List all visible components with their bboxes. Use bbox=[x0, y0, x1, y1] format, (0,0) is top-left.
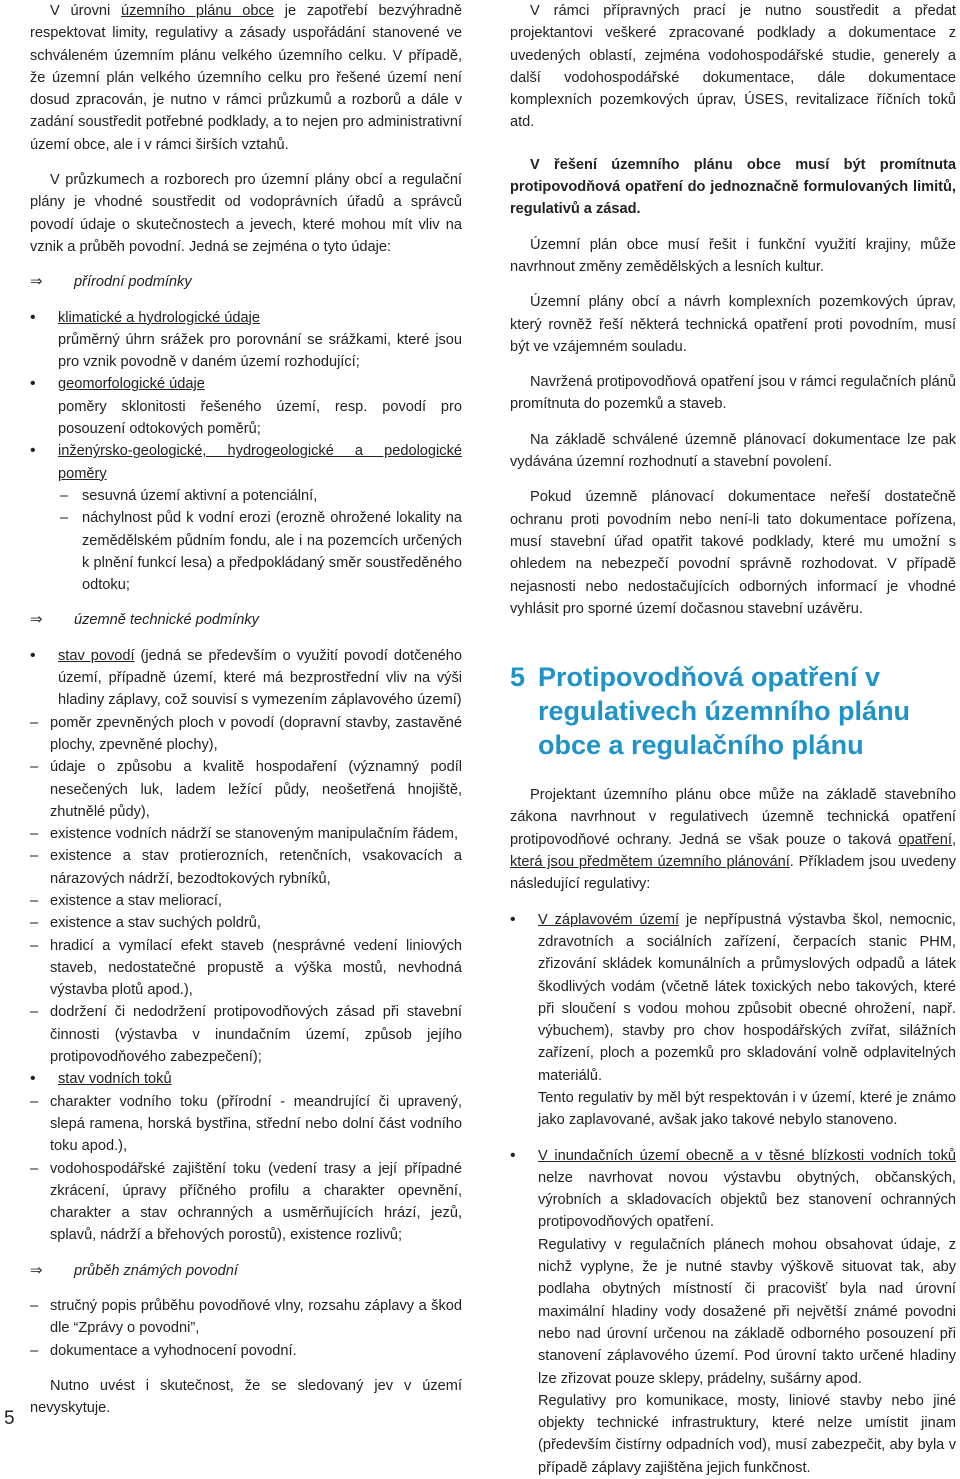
dash-icon: – bbox=[30, 848, 39, 865]
list-item: – údaje o způsobu a kvalitě hospodaření (významný podíl nesečených luk, ladem ležící půdy, neošetřená hnojiště, zhutnělé půdy), bbox=[30, 756, 462, 823]
list-item: – náchylnost půd k vodní erozi (erozně ohrožené lokality na zemědělském půdním fondu, ale i na pozemcích určených k plnění funkcí lesa) a předpokládaný směr soustředěného odtoku; bbox=[30, 507, 462, 596]
dash-icon: – bbox=[30, 915, 39, 932]
list-item: • geomorfologické údaje poměry sklonitosti řešeného území, resp. povodí pro posouzení odtokových poměrů; bbox=[30, 375, 462, 438]
dash-icon: – bbox=[30, 759, 39, 776]
dash-icon: – bbox=[30, 826, 39, 843]
uzemni-plan-obce-term: územního plánu obce bbox=[121, 3, 274, 19]
bullet-icon: • bbox=[30, 375, 36, 393]
page-number: 5 bbox=[4, 1408, 15, 1429]
paragraph: Navržená protipovodňová opatření jsou v rámci regulačních plánů promítnuta do pozemků a staveb. bbox=[510, 374, 956, 413]
list-item: • V inundačních území obecně a v těsné blízkosti vodních toků nelze navrhovat novou výstavbu obytných, občanských, výrobních a skladovacích objektů bez stanovení ochranných protipovodňových opatření. Regulativy v regulačních plánech mohou obsahovat údaje, z nichž vyplyne, že je nutné stavby výškově situovat tak, aby podlaha obytných místností či pracovišť byla nad úrovní maximální hladiny vody dosažené při největší známé povodni nebo nad úrovní určenou na základě odborného posouzení při stanovení záplavového území. Pod úrovní takto určené hladiny lze zřizovat pouze sklepy, prádelny, sušárny apod. Regulativy pro komunikace, mosty, liniové stavby nebo jiné objekty technické infrastruktury, které nelze umístit jinam (především čistírny odpadních vod), musí zabezpečit, aby byla v případě záplavy zajištěna jejich funkčnost. bbox=[510, 1146, 956, 1476]
dash-icon: – bbox=[30, 714, 39, 731]
list-item: • inženýrsko-geologické, hydrogeologické a pedologické poměry bbox=[30, 442, 462, 482]
list-item: – dodržení či nedodržení protipovodňových zásad při stavební činnosti (výstavba v inundačním území, způsob jejího protipovodňového zabezpečení); bbox=[30, 1001, 462, 1068]
list-item: • stav povodí (jedná se především o využití povodí dotčeného území, případně území, které má bezprostřední vliv na výši hladiny záplavy, což souvisí s vymezením záplavového území) bbox=[30, 646, 462, 709]
right-column bbox=[510, 0, 956, 1479]
dash-icon: – bbox=[30, 937, 39, 954]
arrow-icon: ⇒ bbox=[30, 1261, 43, 1279]
list-item: – charakter vodního toku (přírodní - meandrující či upravený, slepá ramena, horská bystřina, střední nebo dolní část vodního toku apod.), bbox=[30, 1091, 462, 1158]
section-heading bbox=[510, 660, 956, 762]
bullet-icon: • bbox=[30, 442, 36, 460]
paragraph: Na základě schválené územně plánovací dokumentace lze pak vydávána územní rozhodnutí a stavební povolení. bbox=[510, 431, 956, 471]
list-item: – hradicí a vymílací efekt staveb (nesprávné vedení liniových staveb, nedostatečné propustě a výška mostů, nevhodná výstavba plotů apod.), bbox=[30, 935, 462, 1002]
bullet-icon: • bbox=[510, 1146, 516, 1164]
dash-icon: – bbox=[30, 1298, 39, 1315]
surveys-paragraph: V průzkumech a rozborech pro územní plány obcí a regulační plány je vhodné soustředit od vodoprávních úřadů a správců povodí údaje o skutečnostech a jevech, které mohou mít vliv na vznik a průběh povodní. Jedná se zejména o tyto údaje: bbox=[30, 172, 462, 255]
section-technical-conditions: ⇒ územně technické podmínky bbox=[30, 609, 462, 631]
section-number: 5 bbox=[510, 662, 526, 693]
paragraph: Pokud územně plánovací dokumentace neřeší dostatečně ochranu proti povodním nebo není-li tato dokumentace pořízena, musí stavební úřad opatřit takové podklady, které mu umožní s ohledem na nebezpečí povodní správně rozhodovat. V případě nejasnosti nebo nedostačujících odborných informací je vhodné vyhlásit pro sporné území dočasnou stavební uzávěru. bbox=[510, 489, 956, 617]
list-item: – dokumentace a vyhodnocení povodní. bbox=[30, 1340, 462, 1362]
bullet-icon: • bbox=[510, 910, 516, 928]
key-statement: V řešení územního plánu obce musí být promítnuta protipovodňová opatření do jednoznačně formulovaných limitů, regulativů a zásad. bbox=[510, 156, 956, 218]
preparatory-paragraph: V rámci přípravných prací je nutno soustředit a předat projektantovi veškeré zpracované podklady a dokumentace z uvedených oblastí, zejména vodohospodářské studie, generely a další vodohospodářské dokumentace, dále dokumentace komplexních pozemkových úprav, ÚSES, revitalizace říčních toků atd. bbox=[510, 3, 956, 131]
dash-icon: – bbox=[30, 1342, 39, 1359]
closing-paragraph: Nutno uvést i skutečnost, že se sledovaný jev v území nevyskytuje. bbox=[30, 1377, 462, 1417]
dash-icon: – bbox=[30, 1160, 39, 1177]
dash-icon: – bbox=[60, 487, 69, 504]
list-item: – poměr zpevněných ploch v povodí (dopravní stavby, zastavěné plochy, zpevněné plochy), bbox=[30, 712, 462, 757]
section-title: Protipovodňová opatření v regulativech územního plánu obce a regulačního plánu bbox=[538, 662, 911, 761]
list-item: – sesuvná území aktivní a potenciální, bbox=[30, 485, 462, 507]
list-item: – stručný popis průběhu povodňové vlny, rozsahu záplavy a škod dle “Zprávy o povodni”, bbox=[30, 1295, 462, 1340]
list-item: – vodohospodářské zajištění toku (vedení trasy a její případné zkrácení, úpravy příčného profilu a charakter opevnění, charakter a stav ochranných a usměrňujících hrází, jezů, splavů, nádrží a břehových porostů), existence rozlivů; bbox=[30, 1158, 462, 1247]
list-item: • klimatické a hydrologické údaje průměrný úhrn srážek pro porovnání se srážkami, které jsou pro vznik povodně v daném území rozhodující; bbox=[30, 308, 462, 371]
dash-icon: – bbox=[30, 1093, 39, 1110]
bullet-icon: • bbox=[30, 308, 36, 326]
list-item: – existence vodních nádrží se stanoveným manipulačním řádem, bbox=[30, 823, 462, 845]
arrow-icon: ⇒ bbox=[30, 273, 43, 291]
list-item: • V záplavovém území je nepřípustná výstavba škol, nemocnic, zdravotních a sociálních zařízení, čerpacích stanic PHM, zřizování skládek komunálních a průmyslových odpadů a látek škodlivých vodám (včetně látek toxických nebo takových, které při sloučení s vodou mohou způsobit obecné ohrožení, např. výbuchem), stavby pro chov hospodářských zvířat, silážních zařízení, ploch a pozemků pro skladování volně odplavitelných materiálů. Tento regulativ by měl být respektován i v území, které je známo jako zaplavované, avšak jako takové nebylo stanoveno. bbox=[510, 910, 956, 1129]
paragraph: Územní plán obce musí řešit i funkční využití krajiny, může navrhnout změny zemědělských a lesních kultur. bbox=[510, 236, 956, 275]
section-natural-conditions: ⇒ přírodní podmínky bbox=[30, 271, 462, 293]
intro-paragraph: V úrovni územního plánu obce je zapotřebí bezvýhradně respektovat limity, regulativy a zásady uspořádání stanovené ve schváleném územním plánu velkého územního celku. V případě, že územní plán velkého územního celku pro řešené území není dosud zpracován, je nutno v rámci průzkumů a rozborů a dále v zadání soustředit potřebné podklady, a to nejen pro administrativní území obce, ale i v rámci širších vztahů. bbox=[30, 3, 463, 153]
bullet-icon: • bbox=[30, 1070, 36, 1088]
list-item: – existence a stav suchých poldrů, bbox=[30, 912, 462, 934]
list-item: – existence a stav protierozních, retenčních, vsakovacích a nárazových nádrží, bezodtokových rybníků, bbox=[30, 845, 462, 890]
dash-icon: – bbox=[30, 1004, 39, 1021]
regulatives-intro: Projektant územního plánu obce může na základě stavebního zákona navrhnout v regulativech územně technická opatření protipovodňové ochrany. Jedná se však pouze o taková opatření, která jsou předmětem územního plánování. Příkladem jsou uvedeny následující regulativy: bbox=[510, 787, 956, 893]
paragraph: Územní plány obcí a návrh komplexních pozemkových úprav, který rovněž řeší některá technická opatření proti povodním, musí být ve vzájemném souladu. bbox=[510, 294, 956, 355]
dash-icon: – bbox=[30, 892, 39, 909]
bullet-icon: • bbox=[30, 646, 36, 664]
arrow-icon: ⇒ bbox=[30, 611, 43, 629]
dash-icon: – bbox=[60, 510, 69, 527]
left-column bbox=[30, 0, 462, 1420]
section-known-floods: ⇒ průběh známých povodní bbox=[30, 1260, 462, 1282]
list-item: – existence a stav meliorací, bbox=[30, 890, 462, 912]
list-item: • stav vodních toků bbox=[30, 1068, 462, 1090]
